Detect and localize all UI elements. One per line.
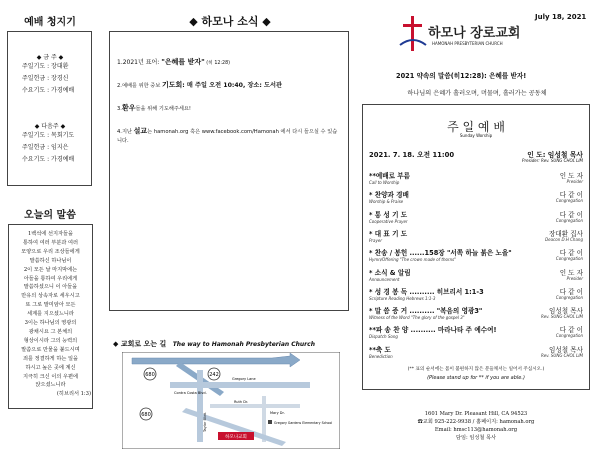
order-item-en: Hymn/Offering "The crown made of thorns" bbox=[369, 257, 457, 263]
worship-title: 주 일 예 배 bbox=[447, 120, 505, 134]
order-row bbox=[369, 344, 583, 359]
order-person: 장대환 집사 bbox=[549, 229, 583, 238]
order-row bbox=[369, 228, 583, 243]
worship-leader: 인 도: 임성철 목사 bbox=[527, 151, 583, 159]
street-contra-costa: Contra Costa Blvd. bbox=[174, 391, 207, 395]
order-person: 인 도 자 bbox=[559, 268, 583, 277]
order-row bbox=[369, 324, 583, 339]
order-person-en: Congregation bbox=[555, 333, 583, 339]
news-item: 4.지난 설교는 hamonah.org 혹은 www.facebook.com/Hamonah 에서 다시 들으실 수 있습니다. bbox=[117, 127, 338, 144]
news-list bbox=[117, 58, 342, 146]
highway-680-top: 680 bbox=[145, 372, 155, 378]
next-week-roles bbox=[8, 130, 74, 166]
order-item-en: Benediction bbox=[369, 353, 393, 359]
street-gregory: Gregory Lane bbox=[232, 377, 256, 381]
highway-680-bottom: 680 bbox=[141, 412, 151, 418]
year-motto: 2021 약속의 말씀(히12:28): 은혜를 받자! bbox=[396, 72, 527, 80]
directions-title: ◆ 교회로 오는 길 The way to Hamonah Presbyterian Church bbox=[113, 340, 315, 348]
order-item: * 통 성 기 도 bbox=[369, 210, 408, 219]
order-item-en: Scripture Reading Hebrews 1:1-3 bbox=[369, 295, 436, 301]
verse-line: 만유의 상속자로 세우시고 bbox=[21, 293, 80, 300]
church-marker: 하모나교회 bbox=[225, 435, 247, 440]
order-item: * 성 경 봉 독 .......... 히브리서 1:1-3 bbox=[369, 287, 484, 296]
order-row bbox=[369, 247, 583, 262]
footer-phone-web: ☎교회 925-222-9938 / 홈페이지: hamonah.org bbox=[417, 419, 535, 425]
street-ruth: Ruth Dr. bbox=[234, 400, 249, 404]
worship-title-en: Sunday Worship bbox=[459, 133, 493, 138]
order-item: * 말 씀 증 거 .......... "복음의 영광3" bbox=[369, 307, 483, 316]
order-item: * 대 표 기 도 bbox=[369, 229, 408, 238]
verse-line: 앉으셨느니라 bbox=[35, 382, 66, 389]
this-week-roles bbox=[8, 61, 74, 97]
order-item-en: Cooperative Prayer bbox=[369, 218, 408, 224]
order-row bbox=[369, 170, 583, 185]
order-person: 임성철 목사 bbox=[549, 307, 583, 316]
order-row bbox=[369, 286, 583, 301]
order-row bbox=[369, 267, 583, 282]
verse-line: 광채시요 그 본체의 bbox=[28, 328, 73, 335]
stewards-title: 예배 청지기 bbox=[24, 17, 76, 28]
order-person-en: Congregation bbox=[555, 256, 583, 262]
role-line: 수요기도 : 가경예배 bbox=[22, 87, 75, 94]
directions-map bbox=[122, 352, 340, 449]
order-item: * 찬양과 경배 bbox=[369, 191, 409, 200]
verse-line: 세계를 지으셨느니라 bbox=[27, 311, 74, 318]
highway-242: 242 bbox=[209, 372, 219, 378]
verse-title: 오늘의 말씀 bbox=[24, 210, 76, 221]
order-person-en: Presider bbox=[566, 275, 583, 281]
order-person: 다 같 이 bbox=[559, 287, 583, 296]
order-item-en: Dispatch Song bbox=[369, 334, 398, 340]
verse-reference: (히브리서 1:3) bbox=[56, 391, 91, 398]
order-person: 다 같 이 bbox=[559, 210, 583, 219]
order-item-en: Announcement bbox=[369, 276, 400, 282]
order-person-en: Congregation bbox=[555, 217, 583, 223]
order-row bbox=[369, 305, 583, 320]
verse-line: 아들을 통하여 우리에게 bbox=[23, 275, 78, 282]
role-line: 주일기도 : 장대환 bbox=[22, 63, 69, 70]
order-person-en: Congregation bbox=[555, 294, 583, 300]
logo-korean: 하모나 장로교회 bbox=[428, 26, 521, 41]
order-person-en: Rev. SUNG CHOL LIM bbox=[541, 352, 583, 358]
order-item-en: Call to Worship bbox=[369, 180, 400, 185]
order-person: 임성철 목사 bbox=[549, 345, 583, 354]
verse-line: 죄를 정결하게 하는 일을 bbox=[22, 355, 79, 362]
role-line: 주일헌금 : 임지은 bbox=[22, 144, 69, 151]
news-item: 1.2021년 표어: "은혜를 받자" (히 12:28) bbox=[117, 58, 231, 66]
news-item: 3.환우들을 위해 기도해주세요! bbox=[117, 104, 191, 112]
worship-leader-en: Presider: Rev. SUNG CHOL LIM bbox=[522, 158, 583, 163]
tagline: 하나님의 은혜가 흘러오며, 머물며, 흘러가는 공동체 bbox=[407, 90, 547, 97]
this-week-label: ◆ 금 주 ◆ bbox=[36, 54, 64, 61]
order-row bbox=[369, 209, 583, 224]
footer-email: Email: hmsc113@hamonah.org bbox=[434, 427, 518, 433]
street-mary: Mary Dr. bbox=[270, 411, 285, 415]
standing-note: (** 표의 순서에는 몸이 불편하지 않은 분들께서는 일어서 주십시오.) bbox=[407, 367, 545, 372]
order-item: * 찬송 / 봉헌 ......158장 "서쪽 하늘 붉은 노을" bbox=[369, 249, 512, 258]
verse-line: 3이는 하나님의 영광의 bbox=[24, 320, 77, 327]
worship-datetime: 2021. 7. 18. 오전 11:00 bbox=[369, 151, 455, 159]
street-taylor: Taylor Blvd. bbox=[203, 411, 207, 432]
role-line: 주일헌금 : 장경신 bbox=[22, 75, 69, 82]
school-marker: Gregory Gardens Elementary School bbox=[274, 421, 333, 425]
role-line: 주일기도 : 목회기도 bbox=[22, 132, 75, 139]
verse-line: 2이 모든 날 마지막에는 bbox=[23, 266, 78, 273]
order-person-en: Congregation bbox=[555, 198, 583, 204]
order-person: 다 같 이 bbox=[559, 249, 583, 258]
news-title: ◆ 하모나 소식 ◆ bbox=[189, 15, 271, 28]
standing-note-en: (Please stand up for ** if you are able.) bbox=[427, 375, 525, 381]
order-item: **축 도 bbox=[369, 345, 391, 354]
verse-line: 모양으로 우리 조상들에게 bbox=[21, 248, 80, 255]
verse-line: 하시고 높은 곳에 계신 bbox=[25, 364, 76, 371]
church-cross-icon bbox=[398, 15, 428, 53]
role-line: 수요기도 : 가경예배 bbox=[22, 156, 75, 163]
footer-address: 1601 Mary Dr. Pleasant Hill, CA 94523 bbox=[424, 411, 528, 417]
verse-line: 말씀하신 하나님이 bbox=[29, 257, 72, 264]
order-person: 다 같 이 bbox=[559, 191, 583, 200]
order-item-en: Prayer bbox=[369, 237, 382, 243]
order-row bbox=[369, 189, 583, 204]
order-item: **파 송 찬 양 .......... 마라나타 주 예수여! bbox=[369, 326, 497, 335]
order-person: 다 같 이 bbox=[559, 326, 583, 335]
news-item: 2.예배를 위한 중보 기도회: 매 주일 오전 10:40, 장소: 도서관 bbox=[117, 81, 282, 89]
footer bbox=[362, 410, 590, 442]
order-person: 인 도 자 bbox=[559, 172, 583, 180]
verse-line: 또 그로 말미암아 모든 bbox=[25, 302, 76, 309]
next-week-label: ◆ 다음주 ◆ bbox=[34, 123, 66, 130]
verse-line: 1백석에 선지자들을 bbox=[27, 231, 74, 237]
order-item-en: Worship & Praise bbox=[369, 199, 404, 205]
order-person-en: Rev. SUNG CHOL LIM bbox=[541, 314, 583, 320]
logo-english: HAMONAH PRESBYTERIAN CHURCH bbox=[432, 41, 503, 46]
order-item: * 소식 & 알림 bbox=[369, 268, 411, 277]
bulletin-date: July 18, 2021 bbox=[535, 13, 587, 21]
order-item-en: Witness of the Word "The glory of the gospel 3" bbox=[369, 315, 465, 321]
order-item: **예배로 부름 bbox=[369, 172, 411, 180]
verse-line: 통하여 여러 부분과 여러 bbox=[22, 239, 79, 246]
verse-line: 말씀으로 만물을 붙드시며 bbox=[21, 346, 80, 353]
order-person-en: Presider bbox=[566, 179, 583, 184]
footer-pastor: 담임: 임성철 목사 bbox=[455, 435, 497, 441]
verse-line: 형상이시라 그의 능력의 bbox=[23, 337, 78, 344]
order-person-en: Deacon D.H Chang bbox=[545, 236, 583, 242]
verse-text bbox=[10, 230, 91, 399]
verse-line: 말씀하셨으니 이 아들을 bbox=[23, 284, 78, 291]
verse-line: 지극히 크신 이의 우편에 bbox=[22, 373, 79, 380]
